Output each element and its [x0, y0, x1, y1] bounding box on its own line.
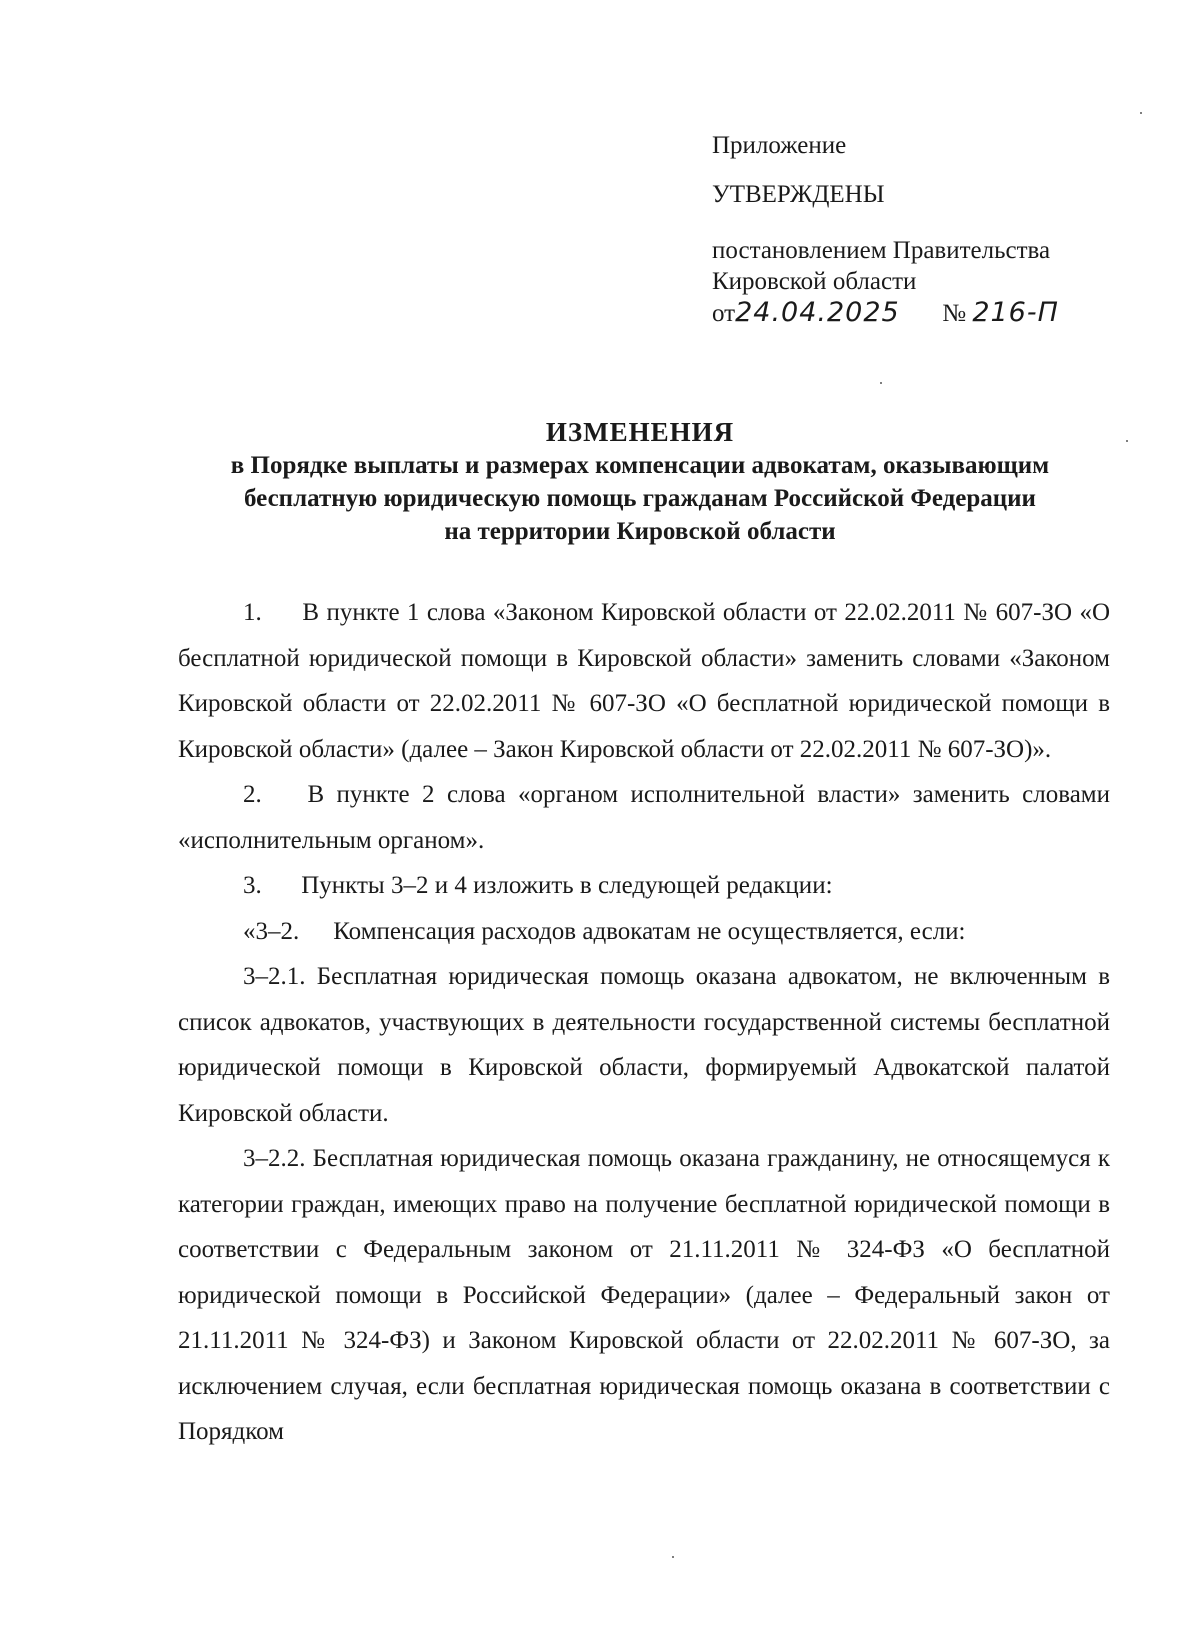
paragraph-3: [178, 863, 1110, 909]
scan-speck: [672, 1556, 674, 1558]
approval-block: [712, 130, 1152, 329]
document-title: [150, 416, 1130, 548]
scan-speck: [1126, 440, 1128, 442]
paragraph-number: 1.: [243, 599, 262, 626]
paragraph-3-2-2: [178, 1136, 1110, 1455]
paragraph-number: 3–2.1.: [243, 963, 306, 990]
paragraph-text: Пункты 3–2 и 4 изложить в следующей редакции:: [301, 872, 833, 899]
paragraph-text: В пункте 1 слова «Законом Кировской области от 22.02.2011 № 607-ЗО «О бесплатной юридической помощи в Кировской области» заменить словами «Законом Кировской области от 22.02.2011 № 607-ЗО «О бесплатной юридической помощи в Кировской области» (далее – Закон Кировской области от 22.02.2011 № 607-ЗО)».: [178, 599, 1111, 763]
title-sub-line-2: бесплатную юридическую помощь гражданам Российской Федерации: [244, 485, 1036, 512]
paragraph-number: 2.: [243, 781, 262, 808]
paragraph-text: Компенсация расходов адвокатам не осуществляется, если:: [333, 917, 966, 945]
title-main: ИЗМЕНЕНИЯ: [545, 417, 735, 447]
resolution-date-number-line: [712, 297, 1152, 329]
paragraph-number: 3.: [243, 872, 262, 899]
paragraph-2: [178, 772, 1110, 863]
paragraph-number: 3–2.2.: [243, 1145, 306, 1172]
paragraph-text: Бесплатная юридическая помощь оказана гражданину, не относящемуся к категории граждан, имеющих право на получение бесплатной юридической помощи в соответствии с Федеральным законом от 21.11.2011 № 324-ФЗ «О бесплатной юридической помощи в Российской Федерации» (далее – Федеральный закон от 21.11.2011 № 324-ФЗ) и Законом Кировской области от 22.02.2011 № 607-ЗО, за исключением случая, если бесплатная юридическая помощь оказана в соответствии с Порядком: [178, 1145, 1110, 1445]
paragraph-1: [178, 590, 1110, 772]
handwritten-number: 216-П: [972, 297, 1059, 328]
scan-speck: [1140, 112, 1142, 114]
appendix-label: Приложение: [712, 132, 847, 159]
paragraph-3-2: [178, 909, 1110, 955]
document-body: [178, 590, 1110, 1455]
title-sub-line-3: на территории Кировской области: [444, 518, 836, 545]
approved-label: УТВЕРЖДЕНЫ: [712, 181, 885, 208]
paragraph-text: Бесплатная юридическая помощь оказана адвокатом, не включенным в список адвокатов, участвующих в деятельности государственной системы бесплатной юридической помощи в Кировской области, формируемый Адвокатской палатой Кировской области.: [178, 963, 1111, 1127]
paragraph-text: В пункте 2 слова «органом исполнительной власти» заменить словами «исполнительным органом».: [178, 781, 1111, 854]
date-prefix: от: [712, 300, 736, 327]
title-sub-line-1: в Порядке выплаты и размерах компенсации адвокатам, оказывающим: [230, 452, 1050, 479]
paragraph-number: «3–2.: [243, 917, 300, 945]
handwritten-date: 24.04.2025: [735, 297, 900, 328]
resolution-line-1: постановлением Правительства: [712, 237, 1051, 264]
paragraph-3-2-1: [178, 954, 1110, 1136]
number-prefix: №: [942, 300, 967, 327]
resolution-line-2: Кировской области: [712, 268, 917, 295]
scan-speck: [880, 382, 882, 384]
